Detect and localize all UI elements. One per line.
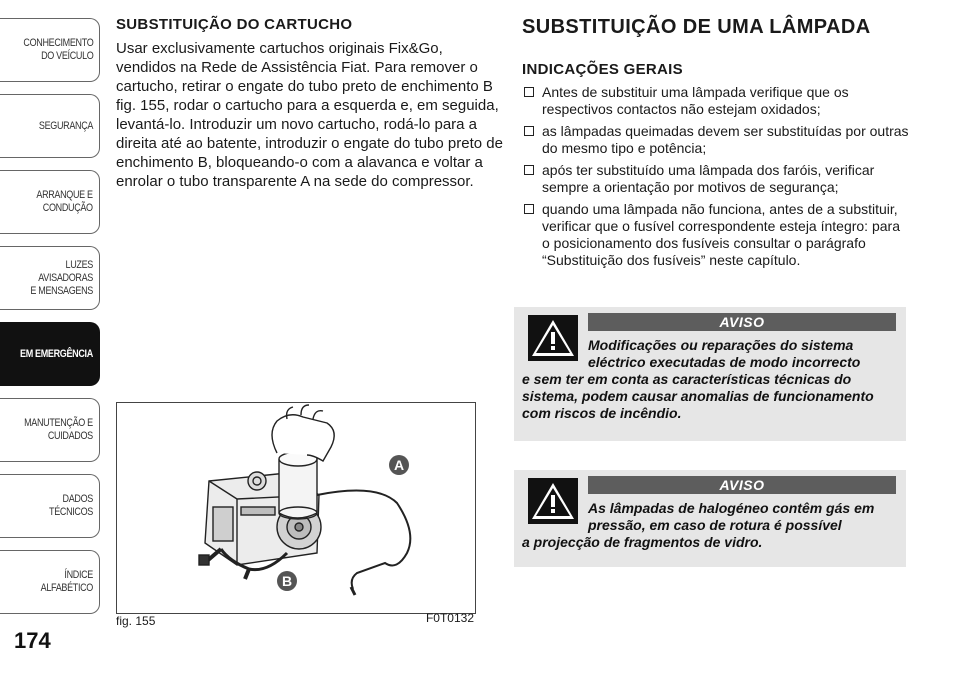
list-item [522,84,910,118]
tab-conhecimento[interactable] [0,18,100,82]
callout-a: A [393,457,405,473]
tab-dados[interactable] [0,474,100,538]
chapter-heading: SUBSTITUIÇÃO DE UMA LÂMPADA [522,16,871,38]
page-number: 174 [14,628,51,653]
callout-b: B [281,573,293,589]
chapter-tabs [0,18,100,626]
tab-label: CONHECIMENTO DO VEÍCULO [22,37,93,62]
warning-heading: AVISO [588,313,896,331]
lamp-section [522,16,910,274]
tab-label: SEGURANÇA [38,119,93,132]
warning-box-halogen [514,470,906,567]
list-item-text: após ter substituído uma lâmpada dos faróis, verificar sempre a orientação por motivos de segurança; [542,162,875,195]
list-item [522,201,910,269]
cartridge-section [116,16,506,191]
checkbox-bullet-icon [524,165,534,175]
tab-emergencia[interactable] [0,322,100,386]
warning-heading: AVISO [588,476,896,494]
tab-label: ÍNDICE ALFABÉTICO [40,569,93,594]
tab-label: LUZES AVISADORAS E MENSAGENS [30,258,93,297]
figure-compressor [116,402,476,614]
subsection-title: INDICAÇÕES GERAIS [522,61,683,78]
tab-arranque[interactable] [0,170,100,234]
warning-box-electrical [514,307,906,441]
checkbox-bullet-icon [524,204,534,214]
list-item [522,123,910,157]
list-item-text: as lâmpadas queimadas devem ser substituídas por outras do mesmo tipo e potência; [542,123,909,156]
warning-triangle-icon [528,478,578,524]
figure-code: F0T0132 [425,611,474,625]
warning-text-indented: Modificações ou reparações do sistema eléctrico executadas de modo incorrecto [588,337,861,370]
warning-text-rest: a projecção de fragmentos de vidro. [522,534,763,550]
section-title: SUBSTITUIÇÃO DO CARTUCHO [116,16,353,33]
warning-text [522,500,896,551]
general-instructions-list [522,84,910,269]
list-item [522,162,910,196]
list-item-text: quando uma lâmpada não funciona, antes de a substituir, verificar que o fusível correspondente esteja íntegro: para o posicionamento dos fusíveis consultar o parágrafo “Substituição dos fusíveis” neste capítulo. [542,201,900,268]
warning-text [522,337,896,422]
checkbox-bullet-icon [524,87,534,97]
tab-label: EM EMERGÊNCIA [20,347,93,360]
tab-seguranca[interactable] [0,94,100,158]
tab-indice[interactable] [0,550,100,614]
tab-label: MANUTENÇÃO E CUIDADOS [24,417,93,442]
warning-text-indented: As lâmpadas de halogéneo contêm gás em pressão, em caso de rotura é possível [588,500,875,533]
section-body: Usar exclusivamente cartuchos originais Fix&Go, vendidos na Rede de Assistência Fiat. Para remover o cartucho, retirar o engate do tubo preto de enchimento B fig. 155, rodar o cartucho para a esquerda e, em seguida, levantá-lo. Introduzir um novo cartucho, rodá-lo para a direita até ao batente, introduzir o engate do tubo preto de enchimento B, bloqueando-o com a alavanca e voltar a enrolar o tubo transparente A na sede do compressor. [116,40,503,190]
tab-label: DADOS TÉCNICOS [49,493,93,518]
checkbox-bullet-icon [524,126,534,136]
figure-number: fig. 155 [116,614,156,628]
warning-text-rest: e sem ter em conta as características técnicas do sistema, podem causar anomalias de funcionamento com riscos de incêndio. [522,371,874,421]
compressor-illustration [117,403,475,613]
tab-luzes[interactable] [0,246,100,310]
warning-triangle-icon [528,315,578,361]
tab-label: ARRANQUE E CONDUÇÃO [36,189,93,214]
tab-manutencao[interactable] [0,398,100,462]
list-item-text: Antes de substituir uma lâmpada verifique que os respectivos contactos não estejam oxidados; [542,84,849,117]
